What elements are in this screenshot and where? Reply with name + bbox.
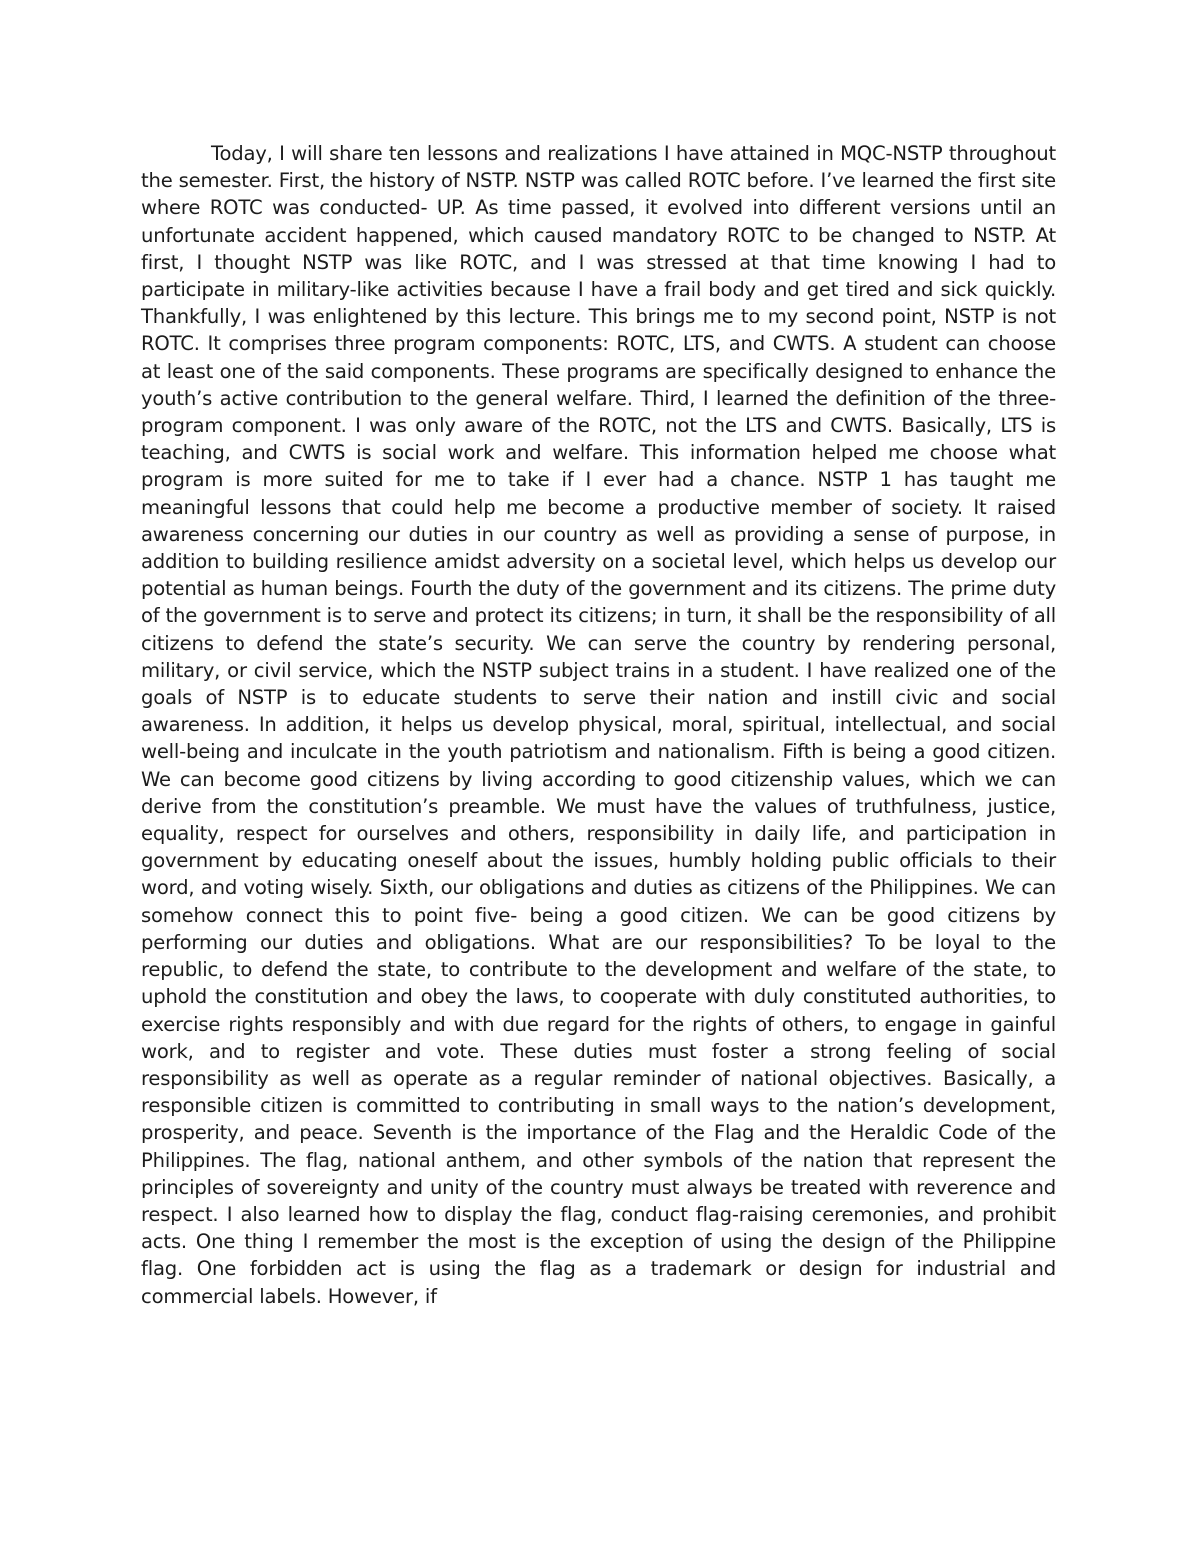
body-paragraph: Today, I will share ten lessons and realizations I have attained in MQC-NSTP throughout the semester. First, the history of NSTP. NSTP was called ROTC before. I’ve learned the first site where ROTC was conducted- UP. As time passed, it evolved into different versions until an unfortunate accident happened, which caused mandatory ROTC to be changed to NSTP. At first, I thought NSTP was like ROTC, and I was stressed at that time knowing I had to participate in military-like activities because I have a frail body and get tired and sick quickly. Thankfully, I was enlightened by this lecture. This brings me to my second point, NSTP is not ROTC. It comprises three program components: ROTC, LTS, and CWTS. A student can choose at least one of the said components. These programs are specifically designed to enhance the youth’s active contribution to the general welfare. Third, I learned the definition of the three-program component. I was only aware of the ROTC, not the LTS and CWTS. Basically, LTS is teaching, and CWTS is social work and welfare. This information helped me choose what program is more suited for me to take if I ever had a chance. NSTP 1 has taught me meaningful lessons that could help me become a productive member of society. It raised awareness concerning our duties in our country as well as providing a sense of purpose, in addition to building resilience amidst adversity on a societal level, which helps us develop our potential as human beings. Fourth the duty of the government and its citizens. The prime duty of the government is to serve and protect its citizens; in turn, it shall be the responsibility of all citizens to defend the state’s security. We can serve the country by rendering personal, military, or civil service, which the NSTP subject trains in a student. I have realized one of the goals of NSTP is to educate students to serve their nation and instill civic and social awareness. In addition, it helps us develop physical, moral, spiritual, intellectual, and social well-being and inculcate in the youth patriotism and nationalism. Fifth is being a good citizen. We can become good citizens by living according to good citizenship values, which we can derive from the constitution’s preamble. We must have the values of truthfulness, justice, equality, respect for ourselves and others, responsibility in daily life, and participation in government by educating oneself about the issues, humbly holding public officials to their word, and voting wisely. Sixth, our obligations and duties as citizens of the Philippines. We can somehow connect this to point five- being a good citizen. We can be good citizens by performing our duties and obligations. What are our responsibilities? To be loyal to the republic, to defend the state, to contribute to the development and welfare of the state, to uphold the constitution and obey the laws, to cooperate with duly constituted authorities, to exercise rights responsibly and with due regard for the rights of others, to engage in gainful work, and to register and vote. These duties must foster a strong feeling of social responsibility as well as operate as a regular reminder of national objectives. Basically, a responsible citizen is committed to contributing in small ways to the nation’s development, prosperity, and peace. Seventh is the importance of the Flag and the Heraldic Code of the Philippines. The flag, national anthem, and other symbols of the nation that represent the principles of sovereignty and unity of the country must always be treated with reverence and respect. I also learned how to display the flag, conduct flag-raising ceremonies, and prohibit acts. One thing I remember the most is the exception of using the design of the Philippine flag. One forbidden act is using the flag as a trademark or design for industrial and commercial labels. However, if bbox=[141, 142, 1056, 1308]
